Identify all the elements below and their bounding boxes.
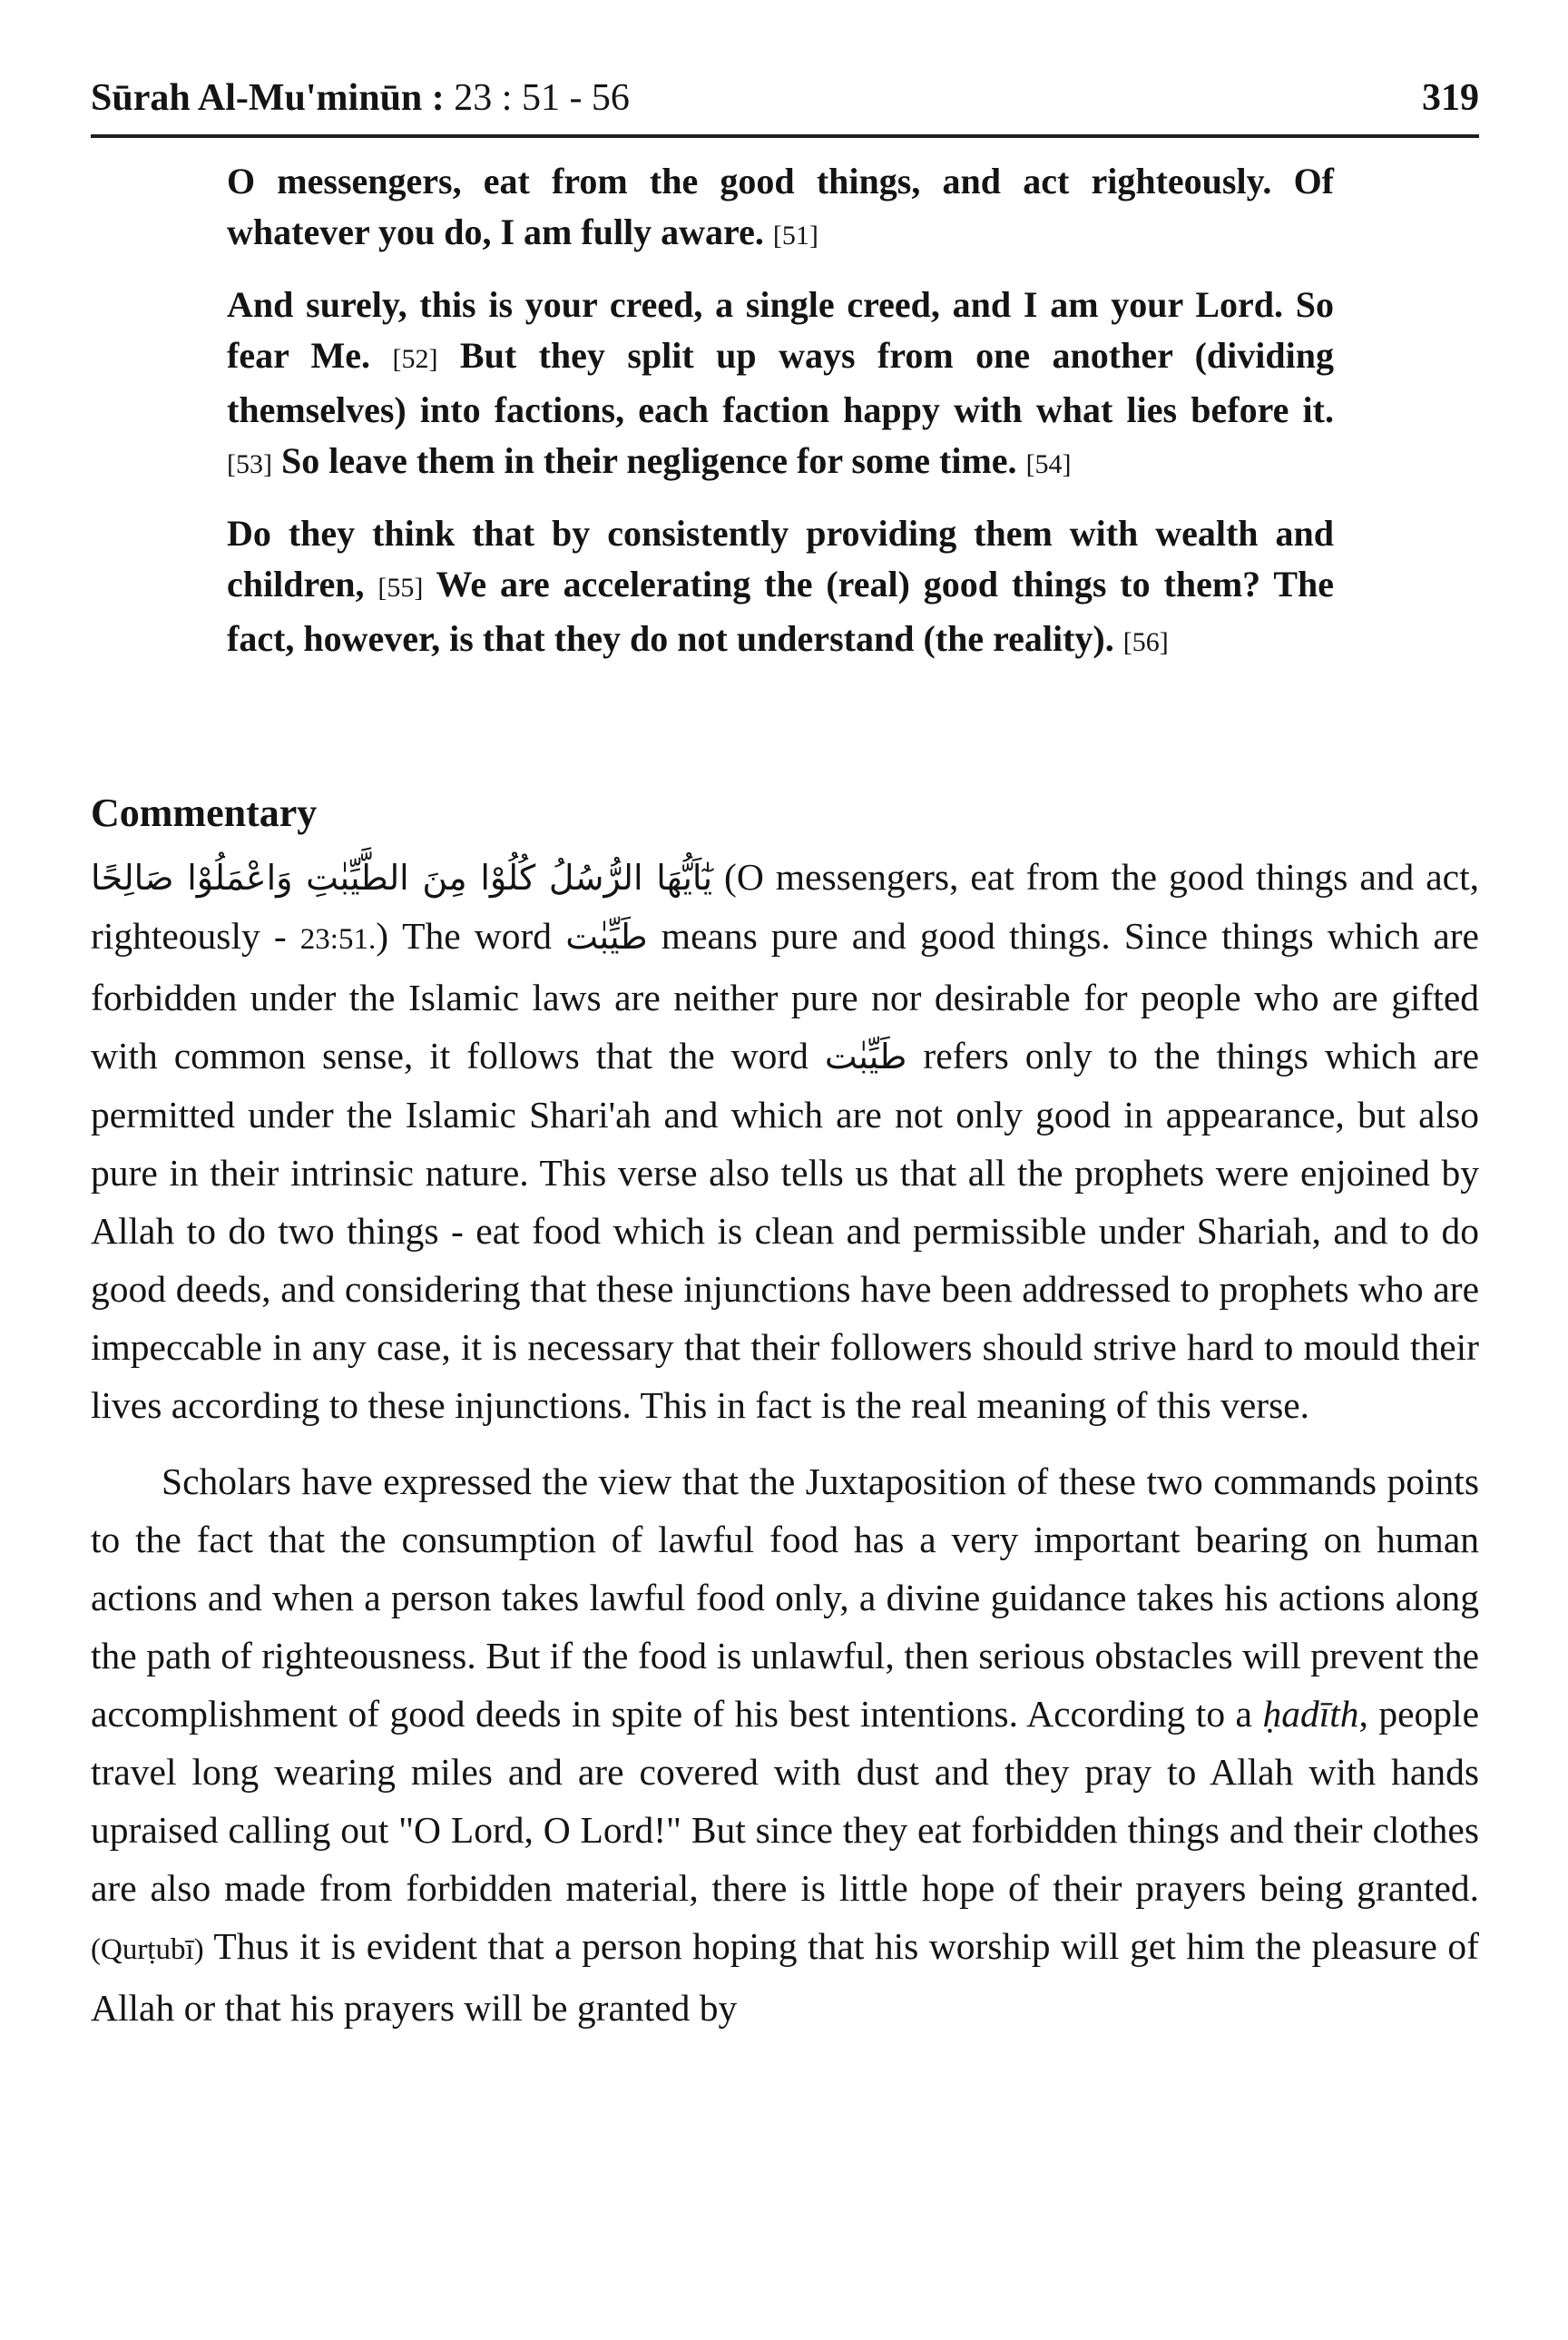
text-run: refers only to the things which are permitted under the Islamic Shari'ah and which are not only good in appearance, but also pure in their intrinsic nature. This verse also tells us that all the prophets were enjoined by Allah to do two things - eat food which is clean and permissible under Shariah, and to do good deeds, and considering that these injunctions have been addressed to prophets who are impeccable in any case, it is necessary that their followers should strive hard to mould their lives according to these injunctions. This in fact is the real meaning of this verse. [91,1035,1479,1426]
verse-number: [55] [377,573,424,603]
reference: (Qurṭubī) [91,1933,204,1966]
header-title [91,76,630,120]
verse-number: [53] [227,449,272,479]
verse-number: [56] [1122,627,1169,657]
verse-paragraph [227,508,1334,668]
verse-number: [51] [772,221,818,251]
running-header [91,71,1479,138]
header-verse-range: 23 : 51 - 56 [444,77,630,119]
verse-paragraph [227,156,1334,261]
text-run: But they split up ways from one another (dividing themselves) into factions, each faction happy with what lies before it. [227,335,1334,430]
commentary-paragraph [91,848,1479,1434]
text-run: ) The word [376,915,566,957]
verse-number: [52] [392,344,438,374]
verse-translation-block [227,156,1334,686]
page-number: 319 [1422,77,1479,119]
header-surah-name: Sūrah Al-Mu'minūn : [91,77,445,119]
text-run: So leave them in their negligence for some time. [271,440,1026,481]
text-run: (O messengers, eat from the good things and act, righteously - [91,856,1479,957]
text-run: Thus it is evident that a person hoping that his worship will get him the pleasure of Allah or that his prayers will be granted by [91,1925,1479,2029]
verse-number: [54] [1025,449,1072,479]
italic-term: ḥadīth [1262,1693,1359,1735]
arabic-text: طَيِّبٰت [824,1037,907,1077]
text-run: Do they think that by consistently providing them with wealth and children, [227,513,1334,605]
text-run: We are accelerating the (real) good things to them? The fact, however, is that they do not understand (the reality). [227,564,1334,659]
text-run: And surely, this is your creed, a single creed, and I am your Lord. So fear Me. [227,284,1334,376]
commentary-paragraph [91,1452,1479,2037]
verse-paragraph [227,280,1334,490]
commentary-heading: Commentary [91,791,318,835]
text-run: Scholars have expressed the view that the Juxtaposition of these two commands points to the fact that the consumption of lawful food has a very important bearing on human actions and when a person takes lawful food only, a divine guidance takes his actions along the path of righteousness. But if the food is unlawful, then serious obstacles will prevent the accomplishment of good deeds in spite of his best intentions. According to a [91,1460,1479,1735]
commentary-body [91,848,1479,2055]
text-run: means pure and good things. Since things which are forbidden under the Islamic laws are neither pure nor desirable for people who are gifted with common sense, it follows that the word [91,915,1479,1077]
reference: 23:51. [299,923,377,956]
text-run: , people travel long wearing miles and are covered with dust and they pray to Allah with hands upraised calling out "O Lord, O Lord!" But since they eat forbidden things and their clothes are also made from forbidden material, there is little hope of their prayers being granted. [91,1693,1479,1909]
arabic-text: يٰٓاَيُّهَا الرُّسُلُ كُلُوْا مِنَ الطَّيِّبٰتِ وَاعْمَلُوْا صَالِحًا [91,858,713,898]
text-run: O messengers, eat from the good things, and act righteously. Of whatever you do, I am fully aware. [227,161,1334,252]
arabic-text: طَيِّبٰت [565,917,648,957]
